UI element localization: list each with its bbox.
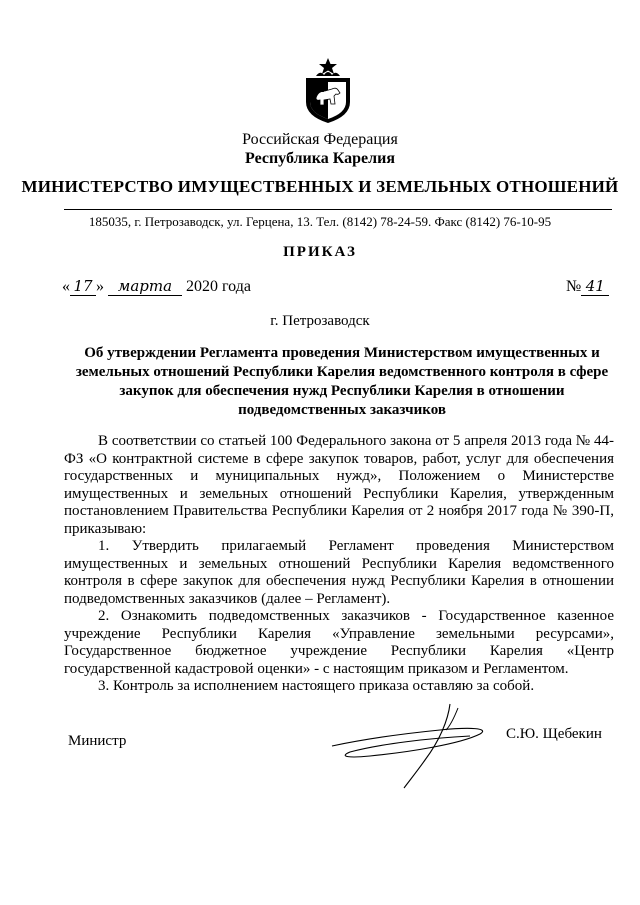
preamble-paragraph: В соответствии со статьей 100 Федерального закона от 5 апреля 2013 года № 44-ФЗ «О контрактной системе в сфере закупок товаров, работ, услуг для обеспечения государственных и муниципальных нужд», Положением о Министерстве имущественных и земельных отношений Республики Карелия, утвержденным постановлением Правительства Республики Карелия от 2 ноября 2017 года № 390-П, приказываю: — [64, 433, 614, 537]
order-number — [566, 277, 609, 296]
order-title: Об утверждении Регламента проведения Министерством имущественных и земельных отношений Республики Карелия ведомственного контроля в сфере закупок для обеспечения нужд Республики Карелия в отношении подведомственных заказчиков — [75, 345, 609, 418]
date-day: 17 — [70, 277, 96, 296]
republic-name: Республика Карелия — [245, 150, 395, 167]
number-value: 41 — [581, 277, 609, 296]
item-2: 2. Ознакомить подведомственных заказчиков - Государственное казенное учреждение Республики Карелия «Управление земельными ресурсами», Государственное бюджетное учреждение Республики Карелия «Центр государственной кадастровой оценки» - с настоящим приказом и Регламентом. — [64, 608, 614, 677]
date-year: 2020 года — [186, 278, 251, 295]
ministry-name: МИНИСТЕРСТВО ИМУЩЕСТВЕННЫХ И ЗЕМЕЛЬНЫХ ОТНОШЕНИЙ — [21, 177, 619, 196]
number-prefix: № — [566, 278, 582, 295]
order-date: « 17 » марта 2020 года — [62, 277, 251, 295]
item-1: 1. Утвердить прилагаемый Регламент проведения Министерством имущественных и земельных отношений Республики Карелия ведомственного контроля в сфере закупок для обеспечения нужд Республики Карелия в отношении подведомственных заказчиков (далее – Регламент). — [64, 538, 614, 607]
item-3: 3. Контроль за исполнением настоящего приказа оставляю за собой. — [98, 678, 535, 694]
karelia-coat-of-arms-icon — [300, 58, 356, 124]
signer-role: Министр — [68, 733, 127, 749]
order-body — [64, 433, 614, 696]
document-type: ПРИКАЗ — [283, 244, 357, 260]
handwritten-signature-icon — [330, 700, 500, 790]
city: г. Петрозаводск — [270, 313, 370, 329]
country-name: Российская Федерация — [242, 131, 398, 148]
ministry-address: 185035, г. Петрозаводск, ул. Герцена, 13. Тел. (8142) 78-24-59. Факс (8142) 76-10-95 — [88, 214, 552, 229]
signer-name: С.Ю. Щебекин — [506, 726, 602, 742]
header-divider — [64, 209, 612, 210]
date-month: марта — [108, 277, 182, 296]
